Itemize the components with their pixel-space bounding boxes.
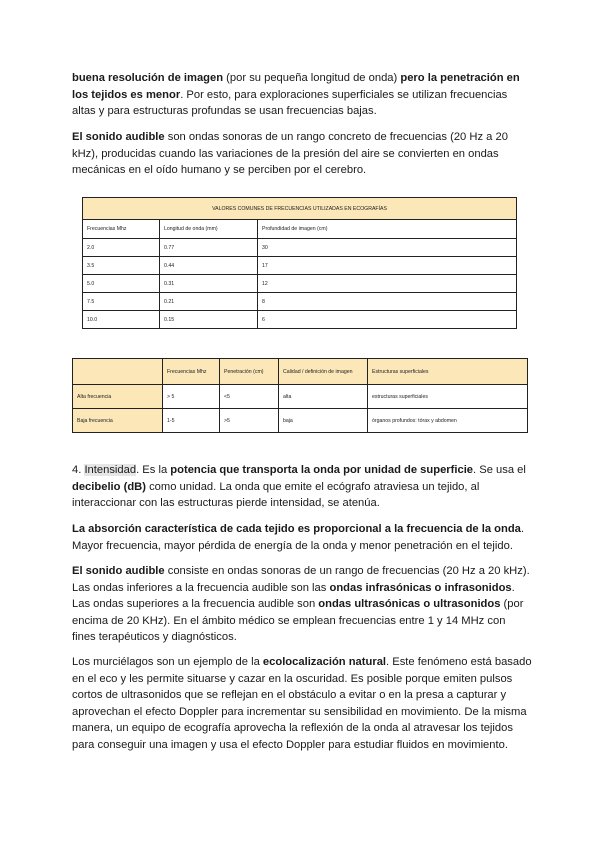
table-cell: >5 [220,409,279,433]
table-cell: <5 [220,385,279,409]
table-cell: 5.0 [83,275,160,293]
row-label: Alta frecuencia [73,385,163,409]
table-cell: 0.15 [160,311,258,329]
column-header [73,359,163,385]
table-cell: 0.31 [160,275,258,293]
table-cell: 0.21 [160,293,258,311]
frequency-values-table [82,197,517,329]
table-cell: 12 [258,275,517,293]
table-cell: 7.5 [83,293,160,311]
table-cell: 8 [258,293,517,311]
table-row [73,385,528,409]
column-header: Frecuencias Mhz [163,359,220,385]
table-title: VALORES COMUNES DE FRECUENCIAS UTILIZADAS EN ECOGRAFÍAS [83,198,517,220]
column-header: Penetración (cm) [220,359,279,385]
table-row [73,409,528,433]
table-cell: 17 [258,257,517,275]
paragraph-sonido-audible: El sonido audible son ondas sonoras de un rango concreto de frecuencias (20 Hz a 20 kHz), producidas cuando las variaciones de la presión del aire se convierten en ondas mecánicas en el oído humano y se perciben por el cerebro. [72,131,508,176]
table-cell: 3.5 [83,257,160,275]
row-label: Baja frecuencia [73,409,163,433]
column-header: Frecuencias Mhz [83,220,160,239]
column-header: Profundidad de imagen (cm) [258,220,517,239]
table-cell: 1-5 [163,409,220,433]
paragraph-resolucion: buena resolución de imagen (por su pequeña longitud de onda) pero la penetración en los tejidos es menor. Por esto, para exploraciones superficiales se utilizan frecuencias altas y para estructuras profundas se usan frecuencias bajas. [72,72,520,117]
column-header: Longitud de onda (mm) [160,220,258,239]
highlighted-term: Intensidad [84,464,137,476]
column-header: Estructuras superficiales [368,359,528,385]
column-header: Calidad / definición de imagen [279,359,368,385]
table-header-row [73,359,528,385]
table-cell: 0.44 [160,257,258,275]
table-row [83,239,517,257]
table-cell: 0.77 [160,239,258,257]
table-cell: 6 [258,311,517,329]
table-cell: 10.0 [83,311,160,329]
paragraph-absorcion: La absorción característica de cada tejido es proporcional a la frecuencia de la onda. Mayor frecuencia, mayor pérdida de energía de la onda y menor penetración en el tejido. [72,523,525,552]
table-cell: alta [279,385,368,409]
table-row [83,257,517,275]
paragraph-murcielagos: Los murciélagos son un ejemplo de la ecolocalización natural. Este fenómeno está basado en el eco y les permite situarse y cazar en la oscuridad. Es posible porque emiten pulsos cortos de ultrasonidos que se reflejan en el obstáculo a evitar o en la presa a capturar y aprovechan el efecto Doppler para incrementar su sensibilidad en movimiento. De la misma manera, un equipo de ecografía aprovecha la reflexión de la onda al atravesar los tejidos para conseguir una imagen y usa el efecto Doppler para estudiar fluidos en movimiento. [72,656,532,751]
table-cell: estructuras superficiales [368,385,528,409]
paragraph-sonido-audible-2: El sonido audible consiste en ondas sonoras de un rango de frecuencias (20 Hz a 20 kHz). Las ondas inferiores a la frecuencia audible son las ondas infrasónicas o infrasonidos. Las ondas superiores a la frecuencia audible son ondas ultrasónicas o ultrasonidos (por encima de 20 KHz). En el ámbito médico se emplean frecuencias entre 1 y 14 MHz con fines terapéuticos y diagnósticos. [72,565,530,643]
table-cell: órganos profundos: tórax y abdomen [368,409,528,433]
frequency-comparison-table [72,358,528,433]
table-row [83,311,517,329]
table-row [83,293,517,311]
paragraph-intensidad: 4. Intensidad. Es la potencia que transporta la onda por unidad de superficie. Se usa el decibelio (dB) como unidad. La onda que emite el ecógrafo atraviesa un tejido, al interaccionar con las estructuras pierde intensidad, se atenúa. [72,464,526,509]
table-cell: 30 [258,239,517,257]
table-cell: baja [279,409,368,433]
table-cell: > 5 [163,385,220,409]
table-header-row [83,220,517,239]
table-cell: 2.0 [83,239,160,257]
table-row [83,275,517,293]
